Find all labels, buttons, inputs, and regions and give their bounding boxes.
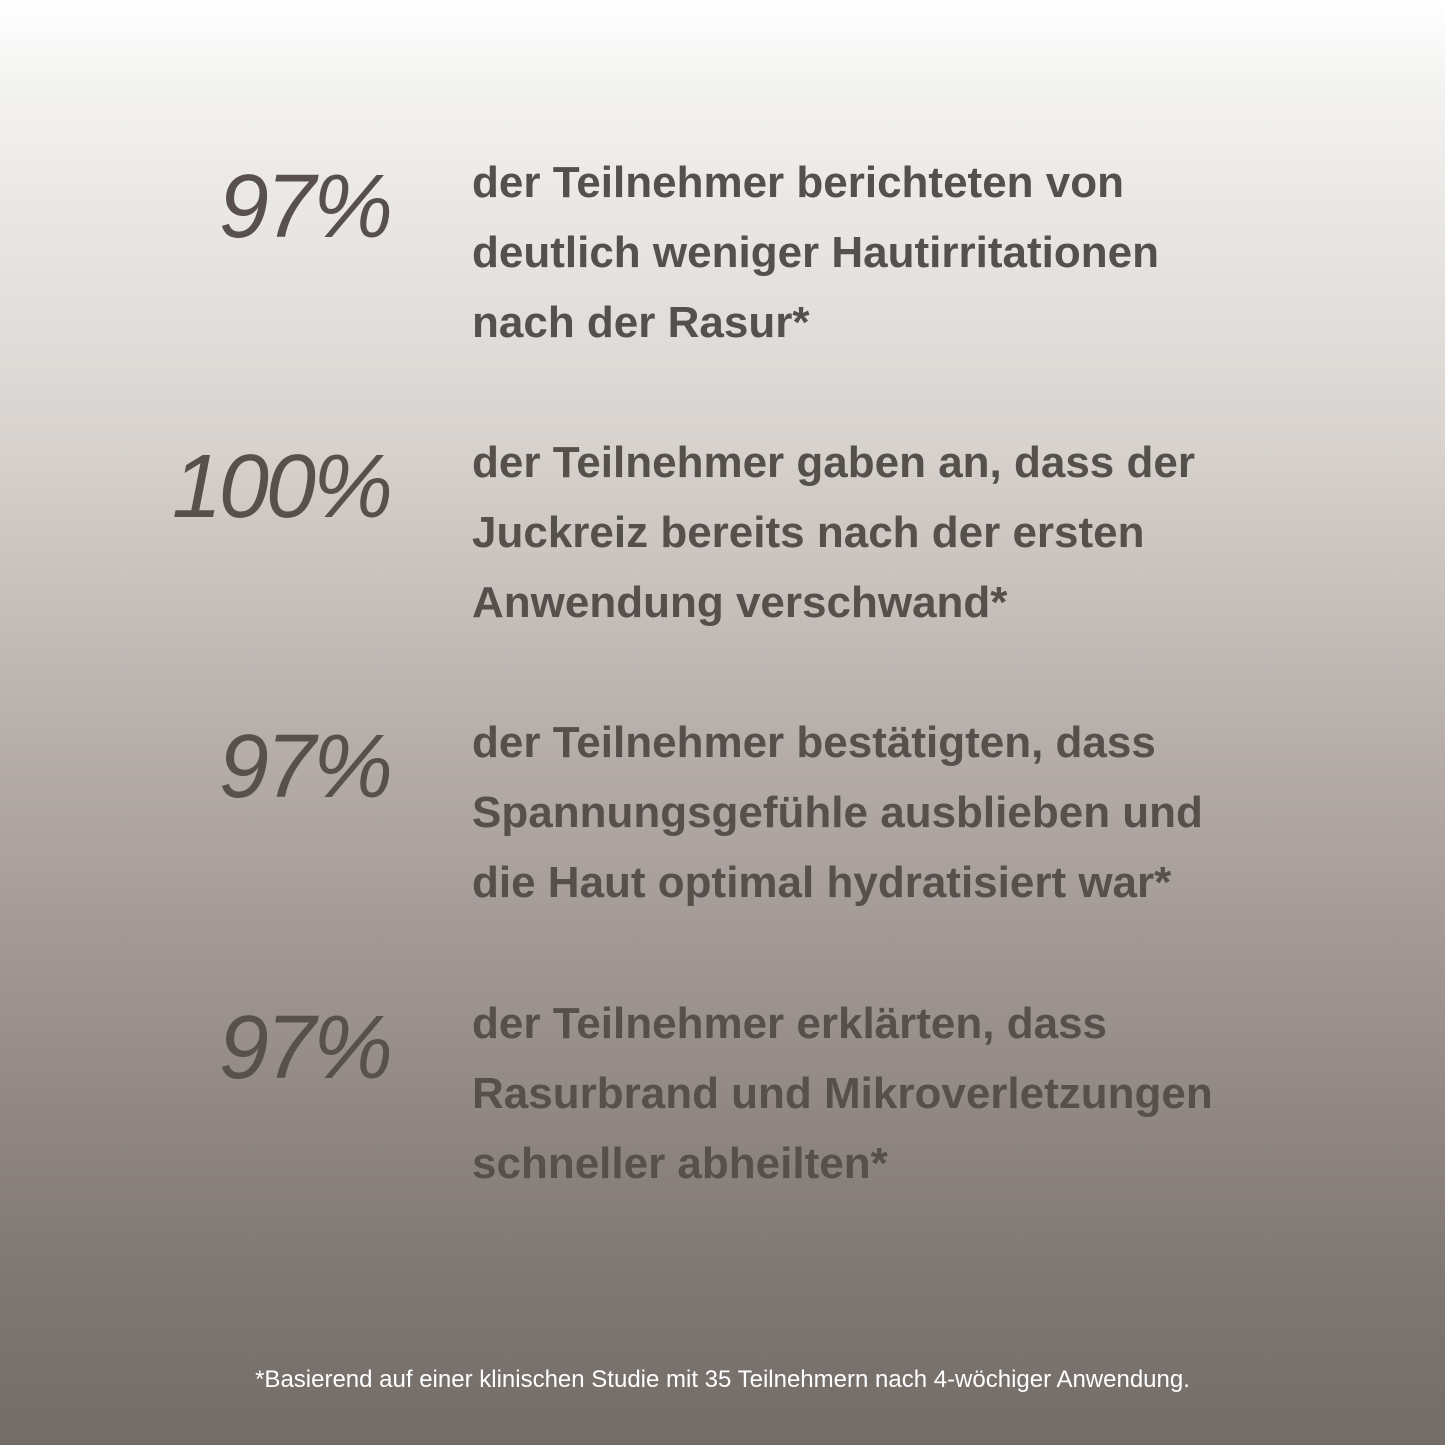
stat-description-line: deutlich weniger Hautirritationen — [472, 228, 1159, 277]
stat-description-line: der Teilnehmer bestätigten, dass — [472, 718, 1156, 767]
stat-description-line: schneller abheilten* — [472, 1139, 888, 1188]
stat-description-line: Rasurbrand und Mikroverletzungen — [472, 1069, 1213, 1118]
stat-description — [472, 428, 1332, 638]
stat-percentage: 100% — [171, 437, 390, 537]
stat-description-line: Juckreiz bereits nach der ersten — [472, 508, 1145, 557]
stat-description-line: der Teilnehmer erklärten, dass — [472, 999, 1108, 1048]
stat-block-3 — [0, 717, 1445, 952]
stat-percentage: 97% — [218, 998, 390, 1098]
stat-description-line: der Teilnehmer gaben an, dass der — [472, 438, 1195, 487]
stat-description — [472, 148, 1332, 358]
stat-description-line: der Teilnehmer berichteten von — [472, 158, 1125, 207]
stat-description-line: nach der Rasur* — [472, 298, 810, 347]
stat-description — [472, 989, 1332, 1199]
stat-description — [472, 708, 1332, 918]
stat-description-line: Anwendung verschwand* — [472, 578, 1008, 627]
stat-block-4 — [0, 998, 1445, 1233]
stat-block-2 — [0, 437, 1445, 672]
stat-percentage: 97% — [218, 717, 390, 817]
stat-percentage: 97% — [218, 157, 390, 257]
study-footnote: *Basierend auf einer klinischen Studie mit 35 Teilnehmern nach 4-wöchiger Anwendung. — [255, 1366, 1190, 1393]
stat-block-1 — [0, 157, 1445, 392]
stat-description-line: Spannungsgefühle ausblieben und — [472, 788, 1203, 837]
stat-description-line: die Haut optimal hydratisiert war* — [472, 858, 1172, 907]
